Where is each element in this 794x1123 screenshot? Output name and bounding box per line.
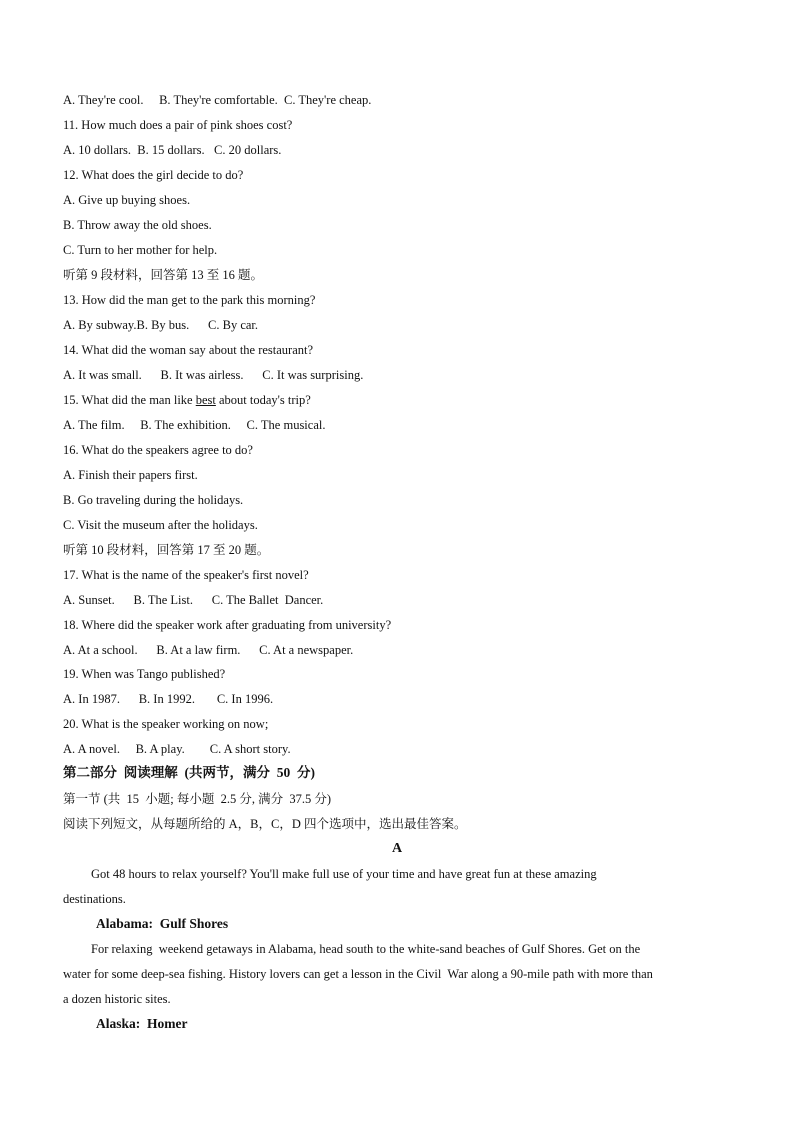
q16-option-c: C. Visit the museum after the holidays. [63, 518, 258, 532]
q14-question: 14. What did the woman say about the restaurant? [63, 343, 314, 357]
q16-option-b: B. Go traveling during the holidays. [63, 493, 244, 507]
q11-question: 11. How much does a pair of pink shoes cost? [63, 118, 293, 132]
reading-instructions: 阅读下列短文，从每题所给的 A，B，C，D 四个选项中，选出最佳答案。 [63, 817, 467, 831]
q13-options: A. By subway.B. By bus. C. By car. [63, 318, 259, 332]
q15-options: A. The film. B. The exhibition. C. The musical. [63, 418, 326, 432]
alabama-heading: Alabama: Gulf Shores [96, 916, 229, 931]
q18-options: A. At a school. B. At a law firm. C. At a newspaper. [63, 643, 354, 657]
q20-question: 20. What is the speaker working on now; [63, 717, 269, 731]
listening-section-9-heading: 听第 9 段材料，回答第 13 至 16 题。 [63, 268, 264, 282]
q10-options: A. They're cool. B. They're comfortable. C. They're cheap. [63, 93, 372, 107]
q11-options: A. 10 dollars. B. 15 dollars. C. 20 dollars. [63, 143, 282, 157]
q19-options: A. In 1987. B. In 1992. C. In 1996. [63, 692, 274, 706]
q14-options: A. It was small. B. It was airless. C. It was surprising. [63, 368, 364, 382]
q13-question: 13. How did the man get to the park this morning? [63, 293, 316, 307]
passage-intro-line-2: destinations. [63, 892, 126, 906]
alaska-heading: Alaska: Homer [96, 1016, 188, 1031]
alabama-paragraph-line-2: water for some deep-sea fishing. History lovers can get a lesson in the Civil War along a 90-mile path with more than [63, 967, 653, 981]
alabama-paragraph-line-3: a dozen historic sites. [63, 992, 171, 1006]
q12-option-a: A. Give up buying shoes. [63, 193, 191, 207]
section-one-heading: 第一节 (共 15 小题; 每小题 2.5 分, 满分 37.5 分) [63, 792, 332, 806]
passage-letter: A [391, 841, 403, 856]
q15-underlined-word: best [195, 393, 216, 407]
q12-option-c: C. Turn to her mother for help. [63, 243, 218, 257]
q15-question-end: about today's trip? [215, 393, 311, 407]
q19-question: 19. When was Tango published? [63, 667, 226, 681]
q12-option-b: B. Throw away the old shoes. [63, 218, 212, 232]
q18-question: 18. Where did the speaker work after graduating from university? [63, 618, 392, 632]
q15-question-start: 15. What did the man like [63, 393, 196, 407]
q15-question [63, 392, 311, 408]
q17-question: 17. What is the name of the speaker's first novel? [63, 568, 309, 582]
q16-question: 16. What do the speakers agree to do? [63, 443, 253, 457]
alabama-paragraph-line-1: For relaxing weekend getaways in Alabama, head south to the white-sand beaches of Gulf Shores. Get on the [91, 942, 641, 956]
q17-options: A. Sunset. B. The List. C. The Ballet Dancer. [63, 593, 324, 607]
passage-intro-line-1: Got 48 hours to relax yourself? You'll make full use of your time and have great fun at these amazing [91, 867, 597, 881]
q16-option-a: A. Finish their papers first. [63, 468, 198, 482]
q20-options: A. A novel. B. A play. C. A short story. [63, 742, 291, 756]
part-two-heading: 第二部分 阅读理解 (共两节，满分 50 分) [63, 765, 315, 780]
listening-section-10-heading: 听第 10 段材料，回答第 17 至 20 题。 [63, 543, 270, 557]
q12-question: 12. What does the girl decide to do? [63, 168, 244, 182]
